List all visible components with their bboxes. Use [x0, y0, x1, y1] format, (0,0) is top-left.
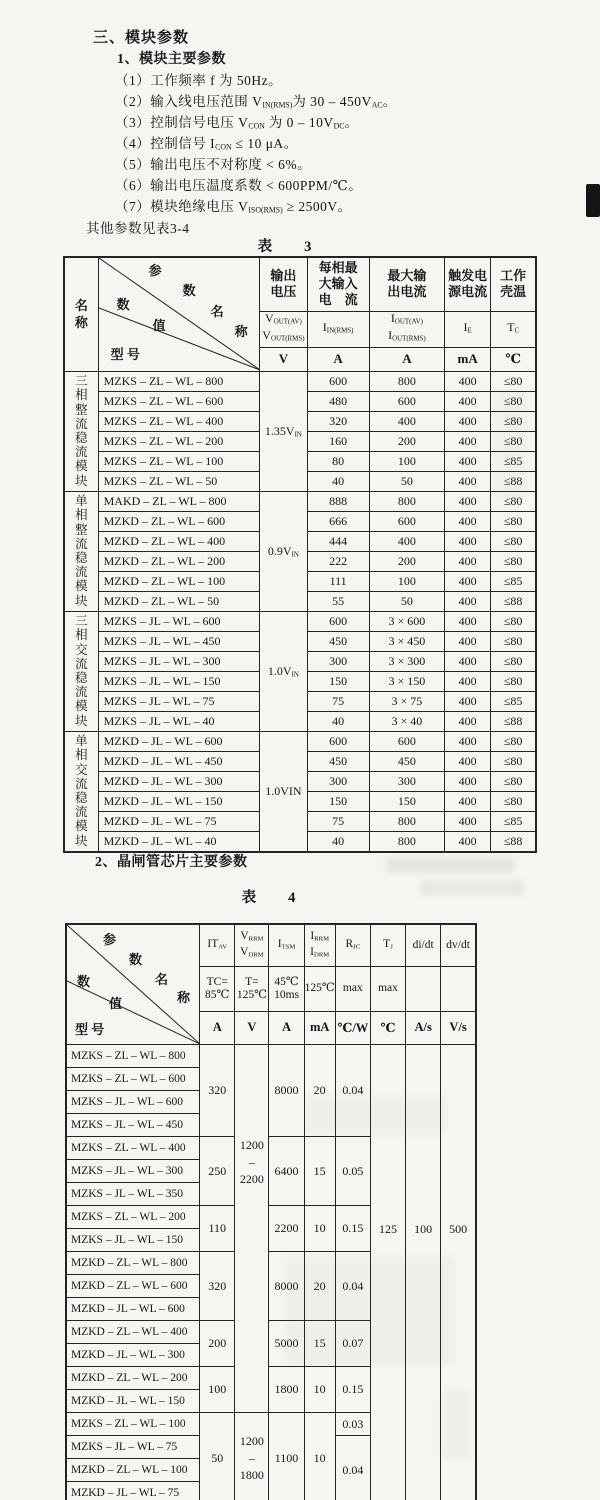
- parameter-item-1: （1）工作频率 f 为 50Hz。: [115, 73, 283, 88]
- parameter-list: [115, 70, 397, 217]
- model-cell: MZKS – ZL – WL – 600: [66, 1068, 200, 1091]
- output-voltage-cell: $1.35V_{IN}$: [260, 371, 307, 491]
- trigger-current-cell: 400: [445, 491, 491, 511]
- trigger-current-cell: 400: [445, 691, 491, 711]
- input-current-cell: 40: [307, 831, 369, 852]
- model-cell: MZKS – JL – WL – 450: [66, 1114, 200, 1137]
- output-current-cell: 800: [369, 831, 444, 852]
- model-cell: MZKD – JL – WL – 600: [98, 731, 260, 751]
- input-current-cell: 222: [307, 551, 369, 571]
- table-4-thyristor-chip-parameters: [65, 923, 477, 1500]
- didt-cell: 100: [406, 1045, 441, 1500]
- cond-itav: TC= 85℃: [200, 967, 235, 1012]
- diagonal-corner-cell-t3: [98, 257, 260, 371]
- output-current-cell: 600: [369, 511, 444, 531]
- output-voltage-cell: $1.0V_{IN}$: [260, 611, 307, 731]
- input-current-cell: 888: [307, 491, 369, 511]
- trigger-current-cell: 400: [445, 391, 491, 411]
- trigger-current-cell: 400: [445, 551, 491, 571]
- cond-vrrm: T= 125℃: [235, 967, 269, 1012]
- diag-label: 型 号: [75, 1022, 105, 1037]
- symbol-dvdt: dv/dt: [441, 924, 476, 967]
- output-current-cell: 100: [369, 571, 444, 591]
- trigger-current-cell: 400: [445, 371, 491, 391]
- symbol-itsm: $I_{TSM}$: [269, 924, 304, 967]
- cond-irrm: 125℃: [304, 967, 335, 1012]
- col-header-max-output-current: 最大输 出电流: [369, 257, 444, 311]
- model-cell: MZKD – JL – WL – 75: [98, 811, 260, 831]
- output-current-cell: 600: [369, 731, 444, 751]
- itsm-cell: 8000: [269, 1252, 304, 1321]
- unit-irrm: mA: [304, 1011, 335, 1044]
- cond-dvdt: [441, 967, 476, 1012]
- input-current-cell: 480: [307, 391, 369, 411]
- other-params-note: 其他参数见表3-4: [86, 221, 190, 236]
- symbol-rjc: $R_{JC}$: [335, 924, 370, 967]
- input-current-cell: 55: [307, 591, 369, 611]
- module-category-cell: 三 相 交 流 稳 流 模 块: [64, 611, 98, 731]
- unit-dvdt: V/s: [441, 1011, 476, 1044]
- model-cell: MZKD – ZL – WL – 600: [98, 511, 260, 531]
- diag-label: 参: [148, 263, 162, 279]
- trigger-current-cell: 400: [445, 591, 491, 611]
- model-cell: MZKD – ZL – WL – 50: [98, 591, 260, 611]
- model-cell: MZKD – ZL – WL – 200: [98, 551, 260, 571]
- diag-label: 名: [155, 972, 169, 987]
- output-current-cell: 200: [369, 431, 444, 451]
- trigger-current-cell: 400: [445, 671, 491, 691]
- unit-a1: A: [307, 347, 369, 371]
- unit-a2: A: [369, 347, 444, 371]
- input-current-cell: 160: [307, 431, 369, 451]
- cond-didt: [406, 967, 441, 1012]
- trigger-current-cell: 400: [445, 571, 491, 591]
- rjc-cell: 0.15: [335, 1206, 370, 1252]
- case-temp-cell: ≤80: [491, 511, 536, 531]
- case-temp-cell: ≤80: [491, 611, 536, 631]
- table-row: [66, 1045, 476, 1068]
- output-current-cell: 400: [369, 411, 444, 431]
- symbol-didt: di/dt: [406, 924, 441, 967]
- output-current-cell: 3 × 40: [369, 711, 444, 731]
- parameter-item-3: （3）控制信号电压 $V_{CON}$ 为 $0 - 10V_{DC}$。: [115, 115, 359, 131]
- trigger-current-cell: 400: [445, 811, 491, 831]
- case-temp-cell: ≤88: [491, 591, 536, 611]
- model-cell: MZKS – ZL – WL – 100: [66, 1413, 200, 1436]
- output-current-cell: 300: [369, 771, 444, 791]
- output-current-cell: 150: [369, 791, 444, 811]
- output-current-cell: 3 × 150: [369, 671, 444, 691]
- col-header-case-temp: 工作 壳温: [491, 257, 536, 311]
- case-temp-cell: ≤80: [491, 531, 536, 551]
- itav-cell: 320: [200, 1045, 235, 1137]
- model-cell: MZKD – ZL – WL – 400: [98, 531, 260, 551]
- module-category-cell: 单 相 交 流 稳 流 模 块: [64, 731, 98, 852]
- output-current-cell: 3 × 300: [369, 651, 444, 671]
- trigger-current-cell: 400: [445, 791, 491, 811]
- model-cell: MZKD – ZL – WL – 100: [98, 571, 260, 591]
- model-cell: MZKD – JL – WL – 450: [98, 751, 260, 771]
- table-row: [64, 371, 536, 391]
- model-cell: MZKS – ZL – WL – 50: [98, 471, 260, 491]
- model-cell: MZKS – ZL – WL – 200: [98, 431, 260, 451]
- input-current-cell: 80: [307, 451, 369, 471]
- model-cell: MZKD – JL – WL – 150: [66, 1390, 200, 1413]
- symbol-tc: $T_C$: [491, 311, 536, 347]
- output-current-cell: 450: [369, 751, 444, 771]
- model-cell: MZKS – JL – WL – 600: [98, 611, 260, 631]
- input-current-cell: 600: [307, 611, 369, 631]
- case-temp-cell: ≤80: [491, 631, 536, 651]
- model-cell: MZKS – ZL – WL – 800: [66, 1045, 200, 1068]
- itav-cell: 100: [200, 1367, 235, 1413]
- input-current-cell: 444: [307, 531, 369, 551]
- model-cell: MZKS – JL – WL – 150: [66, 1229, 200, 1252]
- trigger-current-cell: 400: [445, 751, 491, 771]
- input-current-cell: 300: [307, 651, 369, 671]
- case-temp-cell: ≤80: [491, 791, 536, 811]
- itav-cell: 200: [200, 1321, 235, 1367]
- unit-didt: A/s: [406, 1011, 441, 1044]
- input-current-cell: 666: [307, 511, 369, 531]
- parameter-item-4: （4）控制信号 $I_{CON} \le 10$ μA。: [115, 136, 298, 152]
- model-cell: MZKD – JL – WL – 300: [98, 771, 260, 791]
- input-current-cell: 450: [307, 751, 369, 771]
- model-cell: MZKD – ZL – WL – 800: [66, 1252, 200, 1275]
- itsm-cell: 6400: [269, 1137, 304, 1206]
- unit-ma: mA: [445, 347, 491, 371]
- col-header-max-input-current: 每相最 大输入 电 流: [307, 257, 369, 311]
- symbol-vout: $V_{OUT(AV)}$ $V_{OUT(RMS)}$: [260, 311, 307, 347]
- trigger-current-cell: 400: [445, 831, 491, 852]
- module-category-cell: 三 相 整 流 稳 流 模 块: [64, 371, 98, 491]
- output-current-cell: 800: [369, 491, 444, 511]
- trigger-current-cell: 400: [445, 451, 491, 471]
- model-cell: MZKS – JL – WL – 75: [66, 1436, 200, 1459]
- input-current-cell: 300: [307, 771, 369, 791]
- case-temp-cell: ≤85: [491, 691, 536, 711]
- irrm-cell: 15: [304, 1321, 335, 1367]
- itav-cell: 320: [200, 1252, 235, 1321]
- irrm-cell: 10: [304, 1367, 335, 1413]
- input-current-cell: 111: [307, 571, 369, 591]
- symbol-irrm-idrm: $I_{RRM}$ $I_{DRM}$: [304, 924, 335, 967]
- scan-edge-artifact: [586, 184, 600, 217]
- symbol-ie: $I_E$: [445, 311, 491, 347]
- irrm-cell: 10: [304, 1413, 335, 1500]
- diag-label: 数: [77, 974, 91, 989]
- model-cell: MZKD – ZL – WL – 600: [66, 1275, 200, 1298]
- diag-label: 值: [109, 996, 123, 1011]
- itav-cell: 110: [200, 1206, 235, 1252]
- unit-rjc: ℃/W: [335, 1011, 370, 1044]
- diagonal-corner-cell-t4: [66, 924, 200, 1045]
- case-temp-cell: ≤85: [491, 451, 536, 471]
- trigger-current-cell: 400: [445, 471, 491, 491]
- case-temp-cell: ≤80: [491, 411, 536, 431]
- input-current-cell: 450: [307, 631, 369, 651]
- trigger-current-cell: 400: [445, 711, 491, 731]
- model-cell: MZKD – ZL – WL – 400: [66, 1321, 200, 1344]
- model-cell: MZKS – ZL – WL – 600: [98, 391, 260, 411]
- model-cell: MZKS – JL – WL – 300: [98, 651, 260, 671]
- symbol-vrrm-vdrm: $V_{RRM}$ $V_{DRM}$: [235, 924, 269, 967]
- unit-itav: A: [200, 1011, 235, 1044]
- parameter-item-2: （2）输入线电压范围 $V_{IN(RMS)}$为 $30 - 450V_{AC}$。: [115, 94, 397, 110]
- model-cell: MZKS – JL – WL – 350: [66, 1183, 200, 1206]
- diag-label: 名: [210, 304, 224, 320]
- parameter-item-6: （6）输出电压温度系数 < 600PPM/℃。: [115, 178, 363, 193]
- model-cell: MZKD – JL – WL – 300: [66, 1344, 200, 1367]
- case-temp-cell: ≤85: [491, 571, 536, 591]
- diag-label: 参: [103, 932, 117, 947]
- case-temp-cell: ≤88: [491, 831, 536, 852]
- trigger-current-cell: 400: [445, 771, 491, 791]
- irrm-cell: 20: [304, 1252, 335, 1321]
- output-current-cell: 3 × 600: [369, 611, 444, 631]
- table3-caption: 表 3: [257, 239, 313, 255]
- rjc-cell: 0.03: [335, 1413, 370, 1436]
- model-cell: MZKD – JL – WL – 40: [98, 831, 260, 852]
- itsm-cell: 5000: [269, 1321, 304, 1367]
- model-cell: MZKS – JL – WL – 75: [98, 691, 260, 711]
- output-current-cell: 50: [369, 471, 444, 491]
- model-cell: MZKD – JL – WL – 75: [66, 1482, 200, 1500]
- output-current-cell: 800: [369, 811, 444, 831]
- unit-c: ℃: [491, 347, 536, 371]
- diag-label: 数: [116, 297, 130, 313]
- col-header-trigger-supply-current: 触发电 源电流: [445, 257, 491, 311]
- input-current-cell: 150: [307, 671, 369, 691]
- case-temp-cell: ≤80: [491, 491, 536, 511]
- unit-v: V: [260, 347, 307, 371]
- model-cell: MZKS – ZL – WL – 100: [98, 451, 260, 471]
- rjc-cell: 0.04: [335, 1045, 370, 1137]
- tj-cell: 125: [370, 1045, 405, 1500]
- case-temp-cell: ≤85: [491, 811, 536, 831]
- input-current-cell: 600: [307, 371, 369, 391]
- trigger-current-cell: 400: [445, 611, 491, 631]
- itsm-cell: 1800: [269, 1367, 304, 1413]
- case-temp-cell: ≤80: [491, 751, 536, 771]
- model-cell: MZKS – JL – WL – 150: [98, 671, 260, 691]
- unit-vrrm: V: [235, 1011, 269, 1044]
- table4-caption: 表 4: [241, 890, 297, 906]
- case-temp-cell: ≤80: [491, 651, 536, 671]
- symbol-tj: $T_J$: [370, 924, 405, 967]
- model-cell: MZKS – JL – WL – 600: [66, 1091, 200, 1114]
- case-temp-cell: ≤80: [491, 731, 536, 751]
- input-current-cell: 40: [307, 711, 369, 731]
- case-temp-cell: ≤88: [491, 711, 536, 731]
- rjc-cell: 0.07: [335, 1321, 370, 1367]
- name-column-header: 名 称: [64, 257, 98, 371]
- irrm-cell: 10: [304, 1206, 335, 1252]
- rjc-cell: 0.04: [335, 1252, 370, 1321]
- unit-itsm: A: [269, 1011, 304, 1044]
- itav-cell: 250: [200, 1137, 235, 1206]
- module-category-cell: 单 相 整 流 稳 流 模 块: [64, 491, 98, 611]
- input-current-cell: 75: [307, 691, 369, 711]
- diag-label: 数: [182, 283, 196, 299]
- output-current-cell: 100: [369, 451, 444, 471]
- input-current-cell: 75: [307, 811, 369, 831]
- trigger-current-cell: 400: [445, 731, 491, 751]
- case-temp-cell: ≤80: [491, 371, 536, 391]
- section-heading: 三、模块参数: [93, 30, 190, 46]
- output-current-cell: 3 × 450: [369, 631, 444, 651]
- input-current-cell: 600: [307, 731, 369, 751]
- diag-label: 称: [234, 324, 248, 340]
- input-current-cell: 320: [307, 411, 369, 431]
- output-current-cell: 600: [369, 391, 444, 411]
- subsection-heading-2: 2、晶闸管芯片主要参数: [95, 855, 248, 870]
- case-temp-cell: ≤88: [491, 471, 536, 491]
- model-cell: MZKS – ZL – WL – 400: [98, 411, 260, 431]
- trigger-current-cell: 400: [445, 531, 491, 551]
- table-row: [64, 491, 536, 511]
- table-row: [64, 611, 536, 631]
- cond-tj: max: [370, 967, 405, 1012]
- cond-rjc: max: [335, 967, 370, 1012]
- output-current-cell: 3 × 75: [369, 691, 444, 711]
- rjc-cell: 0.04: [335, 1436, 370, 1500]
- subsection-heading-1: 1、模块主要参数: [117, 52, 226, 67]
- scan-smudge: [386, 857, 514, 873]
- rjc-cell: 0.05: [335, 1137, 370, 1206]
- trigger-current-cell: 400: [445, 511, 491, 531]
- model-cell: MZKD – ZL – WL – 200: [66, 1367, 200, 1390]
- diag-label: 数: [129, 952, 143, 967]
- trigger-current-cell: 400: [445, 651, 491, 671]
- output-current-cell: 400: [369, 531, 444, 551]
- itsm-cell: 8000: [269, 1045, 304, 1137]
- model-cell: MZKS – ZL – WL – 200: [66, 1206, 200, 1229]
- symbol-iin: $I_{IN(RMS)}$: [307, 311, 369, 347]
- irrm-cell: 15: [304, 1137, 335, 1206]
- model-cell: MAKD – ZL – WL – 800: [98, 491, 260, 511]
- irrm-cell: 20: [304, 1045, 335, 1137]
- trigger-current-cell: 400: [445, 431, 491, 451]
- vrrm-cell: 1200 – 2200: [235, 1045, 269, 1413]
- output-current-cell: 200: [369, 551, 444, 571]
- case-temp-cell: ≤80: [491, 431, 536, 451]
- output-current-cell: 800: [369, 371, 444, 391]
- output-current-cell: 50: [369, 591, 444, 611]
- model-cell: MZKD – JL – WL – 150: [98, 791, 260, 811]
- model-cell: MZKS – JL – WL – 450: [98, 631, 260, 651]
- vrrm-cell: 1200 – 1800: [235, 1413, 269, 1500]
- trigger-current-cell: 400: [445, 411, 491, 431]
- trigger-current-cell: 400: [445, 631, 491, 651]
- case-temp-cell: ≤80: [491, 671, 536, 691]
- case-temp-cell: ≤80: [491, 551, 536, 571]
- itsm-cell: 2200: [269, 1206, 304, 1252]
- symbol-iout: $I_{OUT(AV)}$ $I_{OUT(RMS)}$: [369, 311, 444, 347]
- parameter-item-7: （7）模块绝缘电压 $V_{ISO(RMS)} \ge 2500V$。: [115, 199, 352, 215]
- unit-tj: ℃: [370, 1011, 405, 1044]
- model-cell: MZKD – ZL – WL – 100: [66, 1459, 200, 1482]
- table-row: [64, 731, 536, 751]
- diag-label: 值: [152, 318, 166, 334]
- table-3-module-parameters: [63, 256, 537, 853]
- case-temp-cell: ≤80: [491, 391, 536, 411]
- symbol-itav: $IT_{AV}$: [200, 924, 235, 967]
- model-cell: MZKS – ZL – WL – 400: [66, 1137, 200, 1160]
- model-cell: MZKS – JL – WL – 40: [98, 711, 260, 731]
- col-header-output-voltage: 输出 电压: [260, 257, 307, 311]
- model-cell: MZKS – JL – WL – 300: [66, 1160, 200, 1183]
- diag-label: 称: [177, 990, 191, 1005]
- input-current-cell: 40: [307, 471, 369, 491]
- itsm-cell: 1100: [269, 1413, 304, 1500]
- output-voltage-cell: $0.9V_{IN}$: [260, 491, 307, 611]
- dvdt-cell: 500: [441, 1045, 476, 1500]
- itav-cell: 50: [200, 1413, 235, 1500]
- model-cell: MZKS – ZL – WL – 800: [98, 371, 260, 391]
- case-temp-cell: ≤80: [491, 771, 536, 791]
- parameter-item-5: （5）输出电压不对称度 < 6%。: [115, 157, 312, 172]
- diag-label: 型 号: [110, 347, 140, 363]
- model-cell: MZKD – JL – WL – 600: [66, 1298, 200, 1321]
- output-voltage-cell: 1.0VIN: [260, 731, 307, 852]
- cond-itsm: 45℃ 10ms: [269, 967, 304, 1012]
- rjc-cell: 0.15: [335, 1367, 370, 1413]
- input-current-cell: 150: [307, 791, 369, 811]
